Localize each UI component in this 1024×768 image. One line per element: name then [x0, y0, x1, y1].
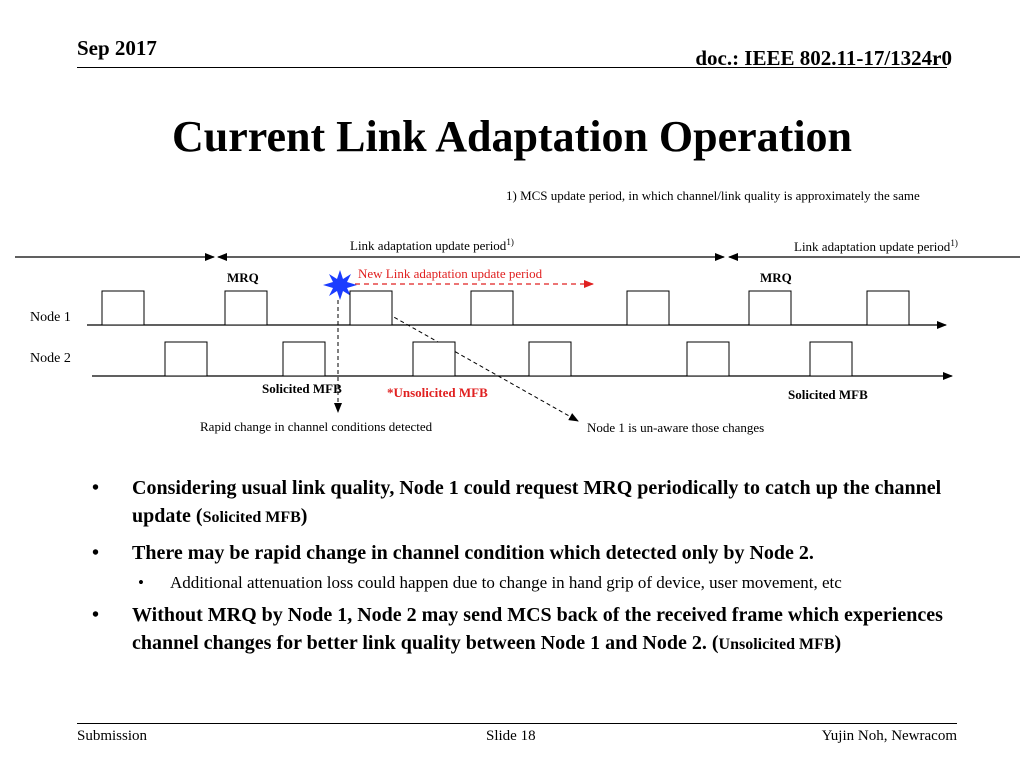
node-1-frame [867, 291, 909, 325]
bullet-item: • Considering usual link quality, Node 1 could request MRQ periodically to catch up the channel update (Solicited MFB) [92, 474, 952, 532]
bullet-dot: • [92, 477, 100, 499]
unsolicited-mfb-label: *Unsolicited MFB [387, 385, 488, 400]
bullet-list [92, 474, 952, 666]
header-doc-id: doc.: IEEE 802.11-17/1324r0 [695, 46, 952, 70]
node-1-frame [471, 291, 513, 325]
slide-title: Current Link Adaptation Operation [171, 112, 853, 161]
footer-submission: Submission [77, 728, 148, 744]
rapid-change-label: Rapid change in channel conditions detected [200, 419, 433, 434]
node-2-label: Node 2 [30, 351, 71, 366]
footer-author: Yujin Noh, Newracom [821, 728, 957, 744]
node-1-label: Node 1 [30, 310, 71, 325]
node-2-frame [810, 342, 852, 376]
unaware-label: Node 1 is un-aware those changes [587, 420, 765, 435]
bullet-dot: • [92, 604, 100, 626]
node-1-frame [102, 291, 144, 325]
new-period-label: New Link adaptation update period [358, 266, 543, 281]
mrq-label-right: MRQ [760, 270, 792, 285]
period-label-left: Link adaptation update period$^{1)}$ [350, 237, 514, 253]
node-2-frame [413, 342, 455, 376]
node-1-frame [627, 291, 669, 325]
node-1-frame [749, 291, 791, 325]
node-1-frame [350, 291, 392, 325]
sub-bullet-item: • Additional attenuation loss could happen due to change in hand grip of device, user movement, etc [92, 571, 952, 595]
node-2-frame [529, 342, 571, 376]
solicited-mfb-label-right: Solicited MFB [788, 387, 868, 402]
header-date: Sep 2017 [77, 36, 157, 60]
node-1-frame [225, 291, 267, 325]
mrq-label-left: MRQ [227, 270, 259, 285]
node-2-frame [687, 342, 729, 376]
node-2-frame [165, 342, 207, 376]
solicited-mfb-label-left: Solicited MFB [262, 381, 342, 396]
period-label-right: Link adaptation update period$^{1)}$ [794, 238, 958, 254]
node-2-frame [283, 342, 325, 376]
footnote: 1) MCS update period, in which channel/link quality is approximately the same [506, 188, 920, 203]
footer-slide-number: Slide 18 [486, 728, 536, 744]
bullet-dot: • [138, 573, 144, 592]
bullet-item: • Without MRQ by Node 1, Node 2 may send MCS back of the received frame which experiences channel changes for better link quality between Node 1 and Node 2. (Unsolicited MFB) [92, 601, 952, 659]
footer-divider [77, 723, 957, 724]
bullet-item: • There may be rapid change in channel condition which detected only by Node 2. [92, 539, 952, 567]
bullet-dot: • [92, 542, 100, 564]
